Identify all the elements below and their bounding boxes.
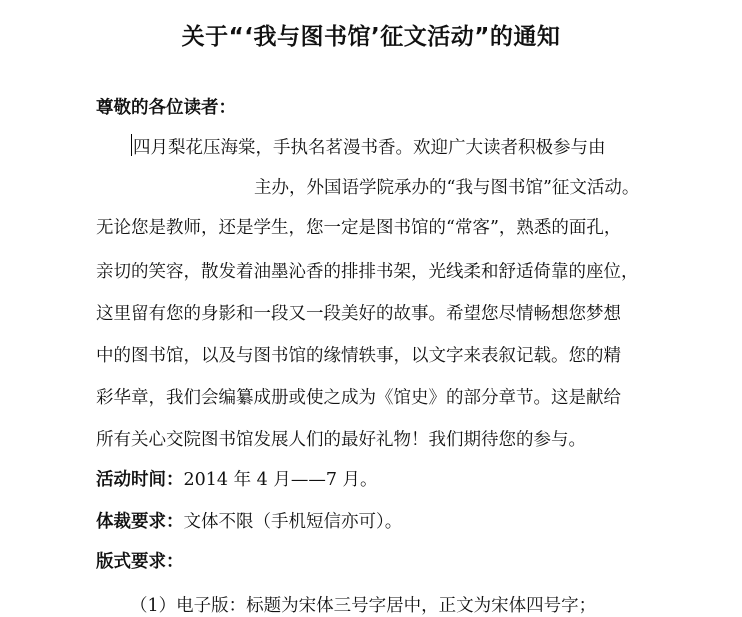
format-label: 版式要求： <box>96 552 184 572</box>
genre-label: 体裁要求： <box>96 512 184 532</box>
paragraph-line-3: 无论您是教师，还是学生，您一定是图书馆的“常客”，熟悉的面孔， <box>96 218 622 238</box>
format-item-1: （1）电子版：标题为宋体三号字居中，正文为宋体四号字； <box>130 596 597 616</box>
paragraph-line-7: 彩华章，我们会编纂成册或使之成为《馆史》的部分章节。这是献给 <box>96 388 621 408</box>
activity-time-value: 2014 年 4 月——7 月。 <box>183 470 378 490</box>
paragraph-line-5: 这里留有您的身影和一段又一段美好的故事。希望您尽情畅想您梦想 <box>96 304 621 324</box>
paragraph-line-2: 主办，外国语学院承办的“我与图书馆”征文活动。 <box>254 178 640 198</box>
paragraph-line-1: 四月梨花压海棠，手执名茗漫书香。欢迎广大读者积极参与由 <box>133 138 606 158</box>
genre-row <box>96 508 402 533</box>
activity-time-row <box>96 466 378 491</box>
paragraph-line-6: 中的图书馆，以及与图书馆的缘情轶事，以文字来表叙记载。您的精 <box>96 346 621 366</box>
activity-time-label: 活动时间： <box>96 470 184 490</box>
redacted-region <box>96 170 251 196</box>
salutation: 尊敬的各位读者： <box>96 98 236 118</box>
document-title: 关于“‘我与图书馆’征文活动”的通知 <box>181 24 561 50</box>
paragraph-line-8: 所有关心交院图书馆发展人们的最好礼物！我们期待您的参与。 <box>96 430 586 450</box>
genre-value: 文体不限（手机短信亦可）。 <box>183 512 403 532</box>
text-cursor <box>131 134 132 156</box>
paragraph-line-4: 亲切的笑容，散发着油墨沁香的排排书架，光线柔和舒适倚靠的座位， <box>96 262 639 282</box>
